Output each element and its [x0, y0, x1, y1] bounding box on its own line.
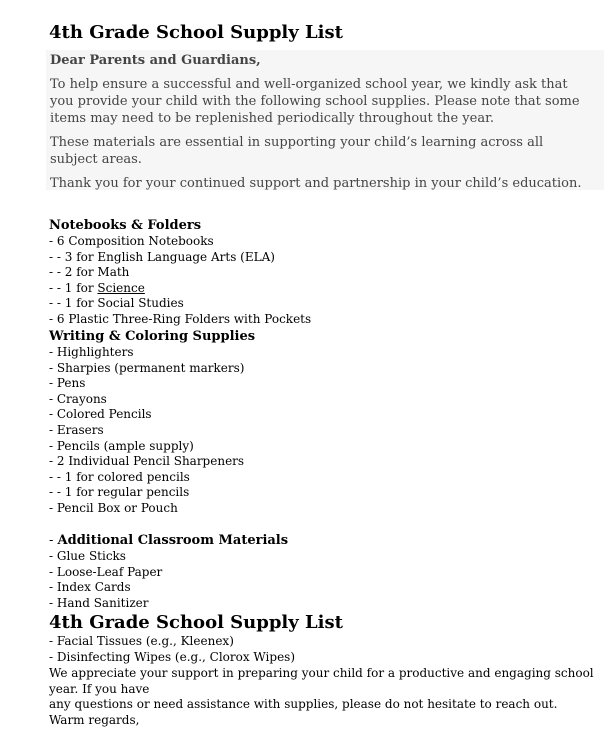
closing-text [49, 666, 594, 728]
intro-paragraph: Thank you for your continued support and partnership in your child’s education. [50, 176, 582, 191]
section-more-items [49, 634, 295, 665]
list-item: - Erasers [49, 422, 104, 437]
closing-line: Warm regards, [49, 712, 140, 727]
section-heading: Notebooks & Folders [49, 218, 202, 233]
page-title-repeat: 4th Grade School Supply List [49, 612, 343, 633]
section-notebooks [49, 218, 311, 328]
section-heading [49, 533, 288, 549]
science-link[interactable]: Science [97, 280, 145, 295]
closing-line: any questions or need assistance with supplies, please do not hesitate to reach out. [49, 697, 558, 712]
list-item: - - 3 for English Language Arts (ELA) [49, 249, 275, 264]
list-item: - Facial Tissues (e.g., Kleenex) [49, 634, 234, 648]
list-item: - - 2 for Math [49, 265, 130, 280]
list-item: - - 1 for regular pencils [49, 485, 190, 500]
list-item: - Index Cards [49, 580, 131, 595]
list-item: - Hand Sanitizer [49, 595, 149, 610]
list-item: - Colored Pencils [49, 407, 152, 422]
list-item: - Pencils (ample supply) [49, 438, 194, 453]
section-heading: Writing & Coloring Supplies [49, 329, 256, 344]
list-item [49, 281, 311, 297]
section-writing [49, 329, 255, 517]
greeting: Dear Parents and Guardians, [50, 53, 261, 68]
list-item-prefix: - - 1 for [49, 280, 98, 295]
list-item: - Highlighters [49, 345, 134, 359]
list-item: - Pens [49, 376, 86, 391]
list-item: - 6 Composition Notebooks [49, 234, 214, 248]
list-item: - Pencil Box or Pouch [49, 500, 178, 515]
intro-paragraph: To help ensure a successful and well-organized school year, we kindly ask that you provide your child with the following school supplies. Please note that some items may need to be replenished periodically throughout the year. [50, 77, 580, 126]
section-additional [49, 533, 288, 611]
list-item: - Glue Sticks [49, 549, 126, 563]
list-item: - Crayons [49, 391, 107, 406]
list-item: - 2 Individual Pencil Sharpeners [49, 454, 245, 469]
section-heading-text: Additional Classroom Materials [57, 533, 289, 548]
list-item: - Loose-Leaf Paper [49, 564, 163, 579]
closing-line: We appreciate your support in preparing your child for a productive and engaging school [49, 666, 594, 680]
page-title: 4th Grade School Supply List [49, 22, 343, 43]
heading-dash: - [49, 533, 58, 548]
intro-box [46, 50, 604, 190]
list-item: - 6 Plastic Three-Ring Folders with Pockets [49, 311, 312, 326]
list-item: - Sharpies (permanent markers) [49, 360, 245, 375]
list-item: - - 1 for Social Studies [49, 296, 184, 311]
list-item: - Disinfecting Wipes (e.g., Clorox Wipes) [49, 649, 296, 664]
closing-line: year. If you have [49, 681, 150, 696]
intro-paragraph: These materials are essential in supporting your child’s learning across all subject areas. [50, 135, 544, 167]
list-item: - - 1 for colored pencils [49, 469, 190, 484]
